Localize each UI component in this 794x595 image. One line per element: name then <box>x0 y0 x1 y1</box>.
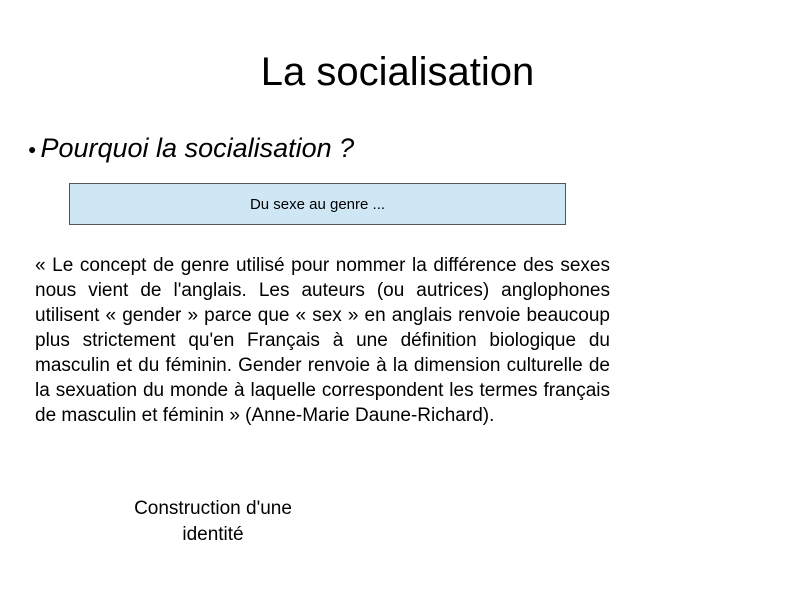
quote-paragraph: « Le concept de genre utilisé pour nommer la différence des sexes nous vient de l'anglais. Les auteurs (ou autrices) anglophones utilisent « gender » parce que « sex » en anglais renvoie beaucoup plus strictement qu'en Français à une définition biologique du masculin et du féminin. Gender renvoie à la dimension culturelle de la sexuation du monde à laquelle correspondent les termes français de masculin et féminin » (Anne-Marie Daune-Richard). <box>35 255 610 426</box>
bullet-text: Pourquoi la socialisation ? <box>40 133 355 163</box>
footer-label: Construction d'une identité <box>134 498 292 545</box>
slide-title: La socialisation <box>260 50 535 94</box>
subtitle-box <box>69 183 566 225</box>
bullet-item <box>28 128 354 168</box>
subtitle-box-label: Du sexe au genre ... <box>249 195 386 213</box>
bullet-dot-icon: ● <box>28 141 37 157</box>
